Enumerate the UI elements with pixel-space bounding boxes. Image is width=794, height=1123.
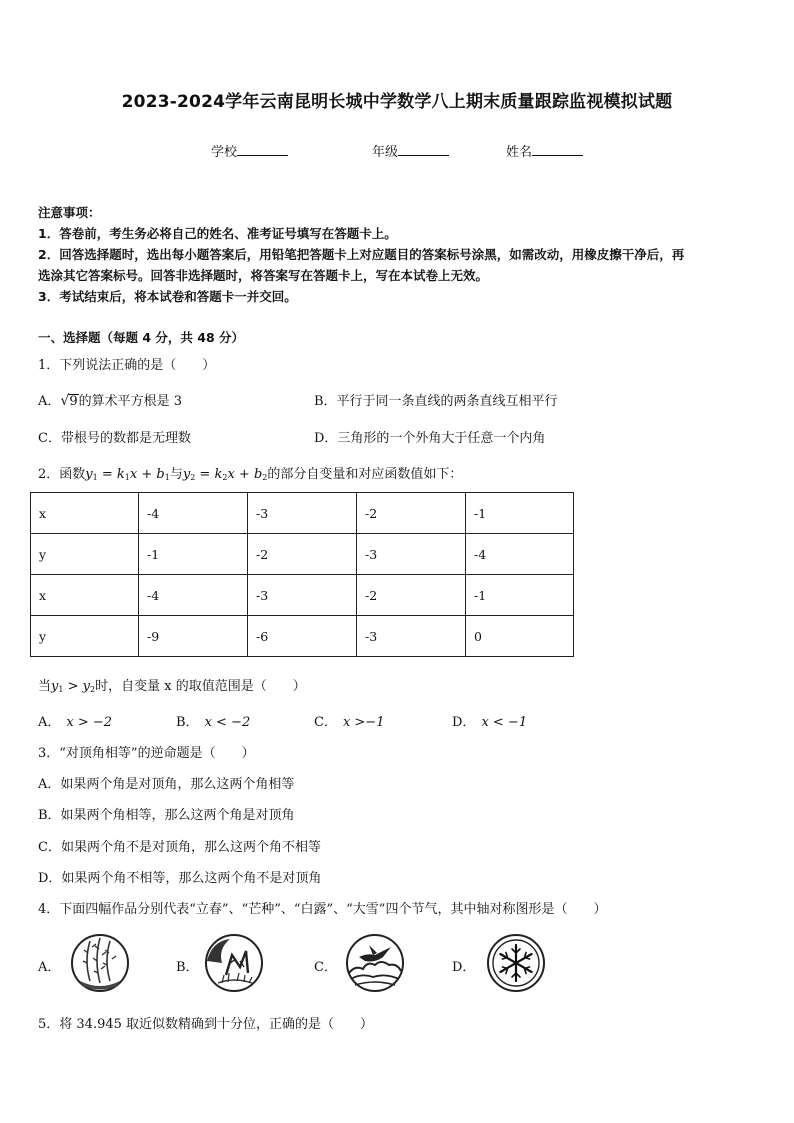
q1-option-b[interactable]: B．平行于同一条直线的两条直线互相平行: [314, 394, 558, 409]
page-title: 2023-2024学年云南昆明长城中学数学八上期末质量跟踪监视模拟试题: [121, 92, 673, 112]
q4-option-d-label[interactable]: D．: [452, 960, 476, 975]
grade-label: 年级: [372, 145, 399, 160]
table-cell: -6: [248, 616, 357, 657]
name-blank[interactable]: [532, 142, 583, 156]
name-label: 姓名: [506, 145, 533, 160]
table-cell: -3: [357, 534, 466, 575]
q5-stem: 5．将 34.945 取近似数精确到十分位，正确的是（ ）: [38, 1017, 374, 1032]
table-cell: -4: [139, 575, 248, 616]
table-cell: y: [31, 534, 139, 575]
q2-stem: 2．函数$y_1 = k_1x + b_1$与$y_2 = k_2x + b_2$的部分自变量和对应函数值如下：: [38, 467, 463, 482]
table-row: [31, 493, 574, 534]
mangzhong-emblem-icon: [204, 933, 264, 993]
q2-option-a[interactable]: A． x > −2: [38, 715, 113, 730]
bailu-emblem-icon: [345, 933, 405, 993]
table-cell: 0: [466, 616, 574, 657]
q3-option-a[interactable]: A．如果两个角是对顶角，那么这两个角相等: [38, 777, 295, 792]
q1-option-c[interactable]: C．带根号的数都是无理数: [38, 431, 191, 446]
q3-option-d[interactable]: D．如果两个角不相等，那么这两个角不是对顶角: [38, 871, 322, 886]
q2-option-d[interactable]: D． x < −1: [452, 715, 528, 730]
table-cell: -1: [466, 493, 574, 534]
values-table: [30, 492, 574, 657]
table-cell: x: [31, 493, 139, 534]
notice-item-3: 3．考试结束后，将本试卷和答题卡一并交回。: [38, 289, 297, 304]
notice-item-2: 2．回答选择题时，选出每小题答案后，用铅笔把答题卡上对应题目的答案标号涂黑，如需改动，用橡皮擦干净后，再: [38, 247, 685, 262]
q2-condition: 当$y_1 > y_2$时，自变量 x 的取值范围是（ ）: [38, 679, 306, 694]
table-cell: -4: [466, 534, 574, 575]
sqrt-sign: √: [60, 393, 70, 409]
table-row: [31, 575, 574, 616]
q3-option-c[interactable]: C．如果两个角不是对顶角，那么这两个角不相等: [38, 840, 321, 855]
table-cell: -2: [357, 575, 466, 616]
notice-heading: 注意事项：: [38, 205, 101, 220]
table-cell: -2: [357, 493, 466, 534]
name-field[interactable]: [506, 141, 583, 160]
q1-option-a[interactable]: A．√9的算术平方根是 3: [38, 393, 182, 409]
q3-option-b[interactable]: B．如果两个角相等，那么这两个角是对顶角: [38, 808, 295, 823]
lichun-emblem-icon: [70, 933, 130, 993]
school-field[interactable]: [211, 141, 288, 160]
q1-option-d[interactable]: D．三角形的一个外角大于任意一个内角: [314, 431, 546, 446]
notice-item-1: 1．答卷前，考生务必将自己的姓名、准考证号填写在答题卡上。: [38, 226, 397, 241]
table-cell: -1: [466, 575, 574, 616]
q2-option-b[interactable]: B． x < −2: [176, 715, 251, 730]
q4-option-a-label[interactable]: A．: [38, 960, 61, 975]
school-blank[interactable]: [237, 142, 288, 156]
section-heading: 一、选择题（每题 4 分，共 48 分）: [38, 330, 245, 345]
table-cell: -4: [139, 493, 248, 534]
q4-option-b-label[interactable]: B．: [176, 960, 199, 975]
table-cell: -9: [139, 616, 248, 657]
table-cell: -3: [357, 616, 466, 657]
table-cell: -3: [248, 575, 357, 616]
q3-stem: 3．“对顶角相等”的逆命题是（ ）: [38, 746, 255, 761]
table-row: [31, 616, 574, 657]
table-cell: -1: [139, 534, 248, 575]
grade-blank[interactable]: [398, 142, 449, 156]
table-cell: y: [31, 616, 139, 657]
table-row: [31, 534, 574, 575]
q1-stem: 1．下列说法正确的是（ ）: [38, 358, 216, 373]
radicand: 9: [69, 394, 78, 409]
q4-option-c-label[interactable]: C．: [314, 960, 337, 975]
grade-field[interactable]: [372, 141, 449, 160]
table-cell: -3: [248, 493, 357, 534]
q4-stem: 4．下面四幅作品分别代表“立春”、“芒种”、“白露”、“大雪”四个节气，其中轴对称图形是（ ）: [38, 902, 607, 917]
q2-option-c[interactable]: C． x >−1: [314, 715, 385, 730]
daxue-snowflake-icon: [486, 933, 546, 993]
table-cell: x: [31, 575, 139, 616]
notice-item-2-cont: 选涂其它答案标号。回答非选择题时，将答案写在答题卡上，写在本试卷上无效。: [38, 268, 489, 283]
table-cell: -2: [248, 534, 357, 575]
school-label: 学校: [211, 145, 238, 160]
